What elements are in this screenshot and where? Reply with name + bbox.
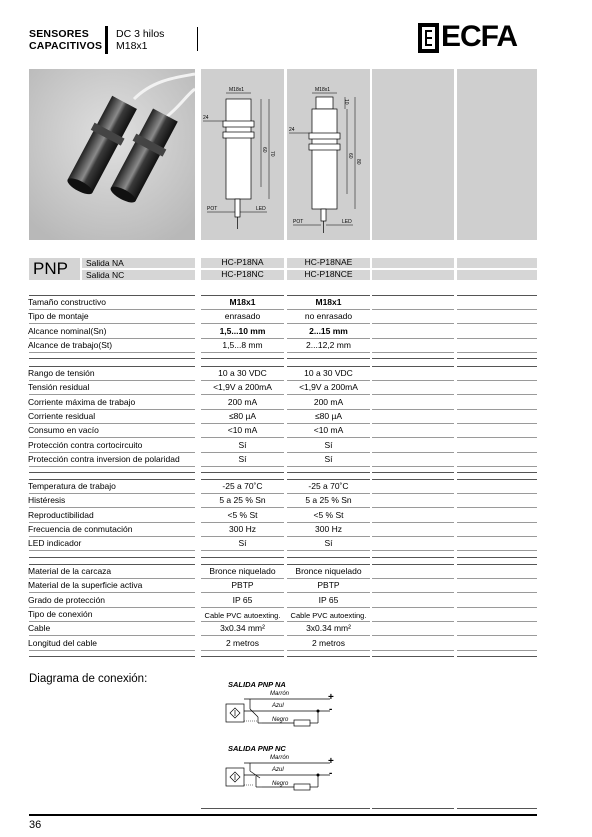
row-rule bbox=[287, 557, 370, 558]
row-rule bbox=[201, 607, 284, 608]
product-photo bbox=[29, 69, 195, 240]
spec-label: Consumo en vacío bbox=[28, 425, 99, 436]
spec-label: Tipo de conexión bbox=[28, 608, 93, 619]
spec-label: Rango de tensión bbox=[28, 368, 95, 378]
model-na-2: HC-P18NAE bbox=[304, 257, 353, 267]
spec-label: Cable bbox=[28, 623, 51, 634]
spec-label: Alcance de trabajo(St) bbox=[28, 339, 113, 350]
wire-blue-label: Azul bbox=[272, 767, 284, 773]
row-rule bbox=[201, 352, 284, 353]
spec-value: <1,9V a 200mA bbox=[299, 382, 358, 393]
row-rule bbox=[29, 557, 195, 558]
header-divider-thin bbox=[197, 27, 198, 51]
spec-value: 1,5...8 mm bbox=[222, 339, 263, 350]
row-rule bbox=[287, 358, 370, 359]
row-rule bbox=[29, 358, 195, 359]
row-rule bbox=[372, 338, 454, 339]
spec-value: 3x0.34 mm² bbox=[220, 623, 265, 634]
row-rule bbox=[287, 323, 370, 324]
nc-label: Salida NC bbox=[86, 270, 125, 280]
spec-value: <5 % St bbox=[227, 509, 258, 520]
section-title-line2: CAPACITIVOS bbox=[29, 40, 103, 52]
spec-value: 2 metros bbox=[225, 637, 260, 648]
spec-value: IP 65 bbox=[318, 594, 339, 605]
row-rule bbox=[287, 656, 370, 657]
row-rule bbox=[372, 323, 454, 324]
row-rule bbox=[287, 650, 370, 651]
row-rule bbox=[457, 635, 537, 636]
row-rule bbox=[457, 578, 537, 579]
row-rule bbox=[29, 564, 195, 565]
row-rule bbox=[287, 466, 370, 467]
spec-value: IP 65 bbox=[232, 594, 253, 605]
spec-value: ≤80 µA bbox=[314, 410, 343, 421]
section-title-line1: SENSORES bbox=[29, 28, 89, 40]
row-rule bbox=[29, 466, 195, 467]
row-rule bbox=[201, 295, 284, 296]
row-rule bbox=[201, 564, 284, 565]
thread-label: M18x1 bbox=[315, 87, 331, 93]
row-rule bbox=[457, 557, 537, 558]
wire-blue-label: Azul bbox=[272, 703, 284, 709]
row-rule bbox=[287, 394, 370, 395]
row-rule bbox=[201, 394, 284, 395]
row-rule bbox=[29, 380, 195, 381]
row-rule bbox=[457, 394, 537, 395]
model-shade bbox=[457, 258, 537, 268]
spec-label: Material de la carcaza bbox=[28, 566, 112, 576]
spec-value: <10 mA bbox=[227, 425, 258, 436]
row-rule bbox=[372, 592, 454, 593]
model-nc-2: HC-P18NCE bbox=[304, 269, 353, 279]
spec-label: Tipo de montaje bbox=[28, 311, 89, 322]
row-rule bbox=[457, 621, 537, 622]
row-rule bbox=[201, 466, 284, 467]
row-rule bbox=[201, 323, 284, 324]
minus-sign: - bbox=[329, 704, 333, 715]
row-rule bbox=[457, 493, 537, 494]
spec-value: <1,9V a 200mA bbox=[213, 382, 272, 393]
spec-value: Bronce niquelado bbox=[295, 566, 362, 576]
row-rule bbox=[372, 656, 454, 657]
row-rule bbox=[372, 380, 454, 381]
row-rule bbox=[201, 635, 284, 636]
spec-label: Corriente máxima de trabajo bbox=[28, 396, 136, 407]
spec-label: Histéresis bbox=[28, 495, 66, 506]
row-rule bbox=[29, 437, 195, 438]
row-rule bbox=[287, 479, 370, 480]
row-rule bbox=[457, 592, 537, 593]
spec-value: 2...15 mm bbox=[309, 325, 348, 336]
spec-value: enrasado bbox=[224, 311, 261, 322]
spec-value: 10 a 30 VDC bbox=[304, 368, 353, 378]
output-type-box: PNP bbox=[29, 258, 80, 280]
row-rule bbox=[457, 472, 537, 473]
spec-value: Bronce niquelado bbox=[209, 566, 276, 576]
row-rule bbox=[457, 380, 537, 381]
drawing-panel-model1 bbox=[201, 69, 284, 240]
row-rule bbox=[201, 493, 284, 494]
section-subtitle bbox=[116, 28, 164, 52]
spec-label: LED indicador bbox=[28, 538, 82, 549]
row-rule bbox=[29, 522, 195, 523]
row-rule bbox=[457, 409, 537, 410]
spec-value: 200 mA bbox=[227, 396, 258, 407]
row-rule bbox=[372, 536, 454, 537]
spec-value: 2 metros bbox=[311, 637, 346, 648]
row-rule bbox=[372, 635, 454, 636]
divider bbox=[457, 808, 537, 809]
led-label: LED bbox=[256, 206, 266, 212]
wrench-size-label: 24 bbox=[203, 115, 209, 121]
diagram-title: Diagrama de conexión: bbox=[29, 673, 148, 685]
wire-black-label: Negro bbox=[272, 781, 289, 787]
row-rule bbox=[287, 564, 370, 565]
row-rule bbox=[201, 479, 284, 480]
row-rule bbox=[287, 621, 370, 622]
spec-value: -25 a 70˚C bbox=[222, 481, 263, 491]
row-rule bbox=[457, 352, 537, 353]
dimension-outer-label: 70 bbox=[269, 151, 275, 157]
row-rule bbox=[29, 656, 195, 657]
spec-value: Cable PVC autoexting. bbox=[204, 610, 281, 620]
diagram-na-title: SALIDA PNP NA bbox=[228, 680, 286, 689]
spec-value: 3x0.34 mm² bbox=[306, 623, 351, 634]
model-shade bbox=[372, 258, 454, 268]
row-rule bbox=[201, 452, 284, 453]
row-rule bbox=[29, 295, 195, 296]
row-rule bbox=[372, 423, 454, 424]
row-rule bbox=[287, 578, 370, 579]
row-rule bbox=[29, 578, 195, 579]
spec-value: 10 a 30 VDC bbox=[218, 368, 267, 378]
spec-value: Sí bbox=[324, 439, 333, 450]
spec-value: Sí bbox=[324, 538, 333, 549]
na-label: Salida NA bbox=[86, 258, 124, 268]
wrench-size-label: 24 bbox=[289, 127, 295, 133]
section-subtitle-line1: DC 3 hilos bbox=[116, 28, 165, 40]
logo-text: ECFA bbox=[441, 20, 518, 53]
spec-value: Sí bbox=[238, 439, 247, 450]
model-shade bbox=[457, 270, 537, 280]
row-rule bbox=[457, 607, 537, 608]
row-rule bbox=[457, 437, 537, 438]
spec-label: Temperatura de trabajo bbox=[28, 481, 116, 491]
row-rule bbox=[287, 507, 370, 508]
row-rule bbox=[457, 479, 537, 480]
row-rule bbox=[287, 338, 370, 339]
row-rule bbox=[201, 366, 284, 367]
drawing-panel-model2 bbox=[287, 69, 370, 240]
spec-label: Longitud del cable bbox=[28, 637, 98, 648]
row-rule bbox=[457, 452, 537, 453]
dimension-inner-label: 60 bbox=[261, 147, 267, 153]
row-rule bbox=[201, 621, 284, 622]
row-rule bbox=[29, 493, 195, 494]
row-rule bbox=[372, 522, 454, 523]
row-rule bbox=[372, 493, 454, 494]
row-rule bbox=[372, 607, 454, 608]
row-rule bbox=[201, 650, 284, 651]
row-rule bbox=[457, 656, 537, 657]
spec-value: 5 a 25 % Sn bbox=[219, 495, 266, 506]
row-rule bbox=[372, 472, 454, 473]
row-rule bbox=[287, 409, 370, 410]
row-rule bbox=[201, 550, 284, 551]
pot-label: POT bbox=[293, 219, 304, 225]
row-rule bbox=[287, 550, 370, 551]
row-rule bbox=[201, 578, 284, 579]
row-rule bbox=[201, 437, 284, 438]
divider bbox=[372, 808, 454, 809]
row-rule bbox=[457, 323, 537, 324]
row-rule bbox=[457, 358, 537, 359]
dimension-inner-label: 60 bbox=[347, 153, 353, 159]
row-rule bbox=[29, 536, 195, 537]
row-rule bbox=[372, 394, 454, 395]
empty-panel-3 bbox=[372, 69, 454, 240]
spec-value: 2...12,2 mm bbox=[306, 339, 351, 350]
row-rule bbox=[29, 607, 195, 608]
row-rule bbox=[29, 507, 195, 508]
spec-label: Protección contra inversion de polaridad bbox=[28, 453, 180, 464]
spec-value: Sí bbox=[238, 453, 247, 464]
wire-brown-label: Marrón bbox=[270, 755, 290, 761]
row-rule bbox=[29, 394, 195, 395]
row-rule bbox=[29, 635, 195, 636]
row-rule bbox=[29, 621, 195, 622]
row-rule bbox=[201, 522, 284, 523]
row-rule bbox=[372, 352, 454, 353]
spec-value: <10 mA bbox=[313, 425, 344, 436]
row-rule bbox=[457, 423, 537, 424]
diagram-nc-title: SALIDA PNP NC bbox=[228, 744, 286, 753]
row-rule bbox=[29, 366, 195, 367]
pot-label: POT bbox=[207, 206, 218, 212]
spec-value: <5 % St bbox=[313, 509, 344, 520]
row-rule bbox=[287, 472, 370, 473]
row-rule bbox=[287, 295, 370, 296]
spec-label: Material de la superficie activa bbox=[28, 580, 143, 591]
row-rule bbox=[29, 309, 195, 310]
row-rule bbox=[372, 466, 454, 467]
row-rule bbox=[372, 358, 454, 359]
spec-label: Grado de protección bbox=[28, 594, 106, 605]
model-na-1: HC-P18NA bbox=[221, 257, 264, 267]
row-rule bbox=[457, 564, 537, 565]
spec-value: Sí bbox=[238, 538, 247, 549]
row-rule bbox=[201, 557, 284, 558]
led-label: LED bbox=[342, 219, 352, 225]
row-rule bbox=[287, 366, 370, 367]
row-rule bbox=[287, 437, 370, 438]
section-title bbox=[29, 28, 102, 52]
spec-value: PBTP bbox=[317, 580, 340, 591]
row-rule bbox=[29, 409, 195, 410]
wire-black-label: Negro bbox=[272, 717, 289, 723]
row-rule bbox=[201, 472, 284, 473]
spec-value: Sí bbox=[324, 453, 333, 464]
row-rule bbox=[201, 592, 284, 593]
row-rule bbox=[287, 352, 370, 353]
minus-sign: - bbox=[329, 768, 333, 779]
spec-label: Alcance nominal(Sn) bbox=[28, 325, 107, 336]
model-shade bbox=[372, 270, 454, 280]
footer-rule bbox=[29, 814, 537, 816]
spec-label: Reproductibilidad bbox=[28, 509, 94, 520]
row-rule bbox=[201, 507, 284, 508]
row-rule bbox=[372, 295, 454, 296]
row-rule bbox=[372, 650, 454, 651]
row-rule bbox=[287, 635, 370, 636]
row-rule bbox=[201, 656, 284, 657]
row-rule bbox=[457, 507, 537, 508]
row-rule bbox=[287, 309, 370, 310]
spec-value: 5 a 25 % Sn bbox=[305, 495, 352, 506]
spec-label: Protección contra cortocircuito bbox=[28, 439, 143, 450]
dimension-top-label: 10 bbox=[343, 99, 349, 105]
spec-label: Tamaño constructivo bbox=[28, 297, 106, 307]
row-rule bbox=[287, 380, 370, 381]
spec-value: 300 Hz bbox=[229, 523, 256, 534]
row-rule bbox=[457, 295, 537, 296]
spec-value: PBTP bbox=[231, 580, 254, 591]
row-rule bbox=[372, 366, 454, 367]
row-rule bbox=[287, 522, 370, 523]
row-rule bbox=[201, 423, 284, 424]
row-rule bbox=[287, 493, 370, 494]
row-rule bbox=[201, 409, 284, 410]
row-rule bbox=[201, 380, 284, 381]
row-rule bbox=[457, 466, 537, 467]
row-rule bbox=[29, 472, 195, 473]
row-rule bbox=[372, 409, 454, 410]
spec-value: M18x1 bbox=[315, 297, 342, 307]
spec-label: Frecuencia de conmutación bbox=[28, 523, 133, 534]
row-rule bbox=[457, 550, 537, 551]
row-rule bbox=[372, 507, 454, 508]
row-rule bbox=[457, 650, 537, 651]
thread-label: M18x1 bbox=[229, 87, 245, 93]
spec-value: no enrasado bbox=[304, 311, 353, 322]
dimension-outer-label: 80 bbox=[355, 159, 361, 165]
row-rule bbox=[287, 423, 370, 424]
row-rule bbox=[287, 592, 370, 593]
row-rule bbox=[372, 564, 454, 565]
row-rule bbox=[372, 309, 454, 310]
row-rule bbox=[29, 423, 195, 424]
row-rule bbox=[29, 323, 195, 324]
row-rule bbox=[201, 358, 284, 359]
row-rule bbox=[457, 309, 537, 310]
row-rule bbox=[287, 607, 370, 608]
spec-value: -25 a 70˚C bbox=[308, 481, 349, 491]
row-rule bbox=[29, 592, 195, 593]
spec-value: M18x1 bbox=[229, 297, 256, 307]
header-divider bbox=[105, 26, 108, 54]
row-rule bbox=[457, 536, 537, 537]
row-rule bbox=[201, 309, 284, 310]
plus-sign: + bbox=[328, 756, 334, 767]
spec-label: Tensión residual bbox=[28, 382, 90, 393]
row-rule bbox=[29, 452, 195, 453]
spec-value: ≤80 µA bbox=[228, 410, 257, 421]
spec-label: Corriente residual bbox=[28, 410, 96, 421]
row-rule bbox=[372, 621, 454, 622]
row-rule bbox=[29, 352, 195, 353]
row-rule bbox=[287, 536, 370, 537]
row-rule bbox=[29, 479, 195, 480]
section-subtitle-line2: M18x1 bbox=[116, 40, 148, 52]
empty-panel-4 bbox=[457, 69, 537, 240]
row-rule bbox=[372, 578, 454, 579]
model-nc-1: HC-P18NC bbox=[221, 269, 264, 279]
row-rule bbox=[372, 479, 454, 480]
divider bbox=[201, 808, 370, 809]
row-rule bbox=[457, 366, 537, 367]
row-rule bbox=[29, 338, 195, 339]
row-rule bbox=[372, 550, 454, 551]
row-rule bbox=[457, 338, 537, 339]
row-rule bbox=[372, 437, 454, 438]
wire-brown-label: Marrón bbox=[270, 691, 290, 697]
spec-value: Cable PVC autoexting. bbox=[290, 610, 367, 620]
row-rule bbox=[372, 452, 454, 453]
plus-sign: + bbox=[328, 692, 334, 703]
row-rule bbox=[201, 536, 284, 537]
row-rule bbox=[457, 522, 537, 523]
spec-value: 300 Hz bbox=[315, 523, 342, 534]
page-number: 36 bbox=[29, 819, 42, 831]
row-rule bbox=[201, 338, 284, 339]
spec-value: 1,5...10 mm bbox=[219, 325, 266, 336]
row-rule bbox=[372, 557, 454, 558]
row-rule bbox=[287, 452, 370, 453]
spec-value: 200 mA bbox=[313, 396, 344, 407]
row-rule bbox=[29, 550, 195, 551]
row-rule bbox=[29, 650, 195, 651]
